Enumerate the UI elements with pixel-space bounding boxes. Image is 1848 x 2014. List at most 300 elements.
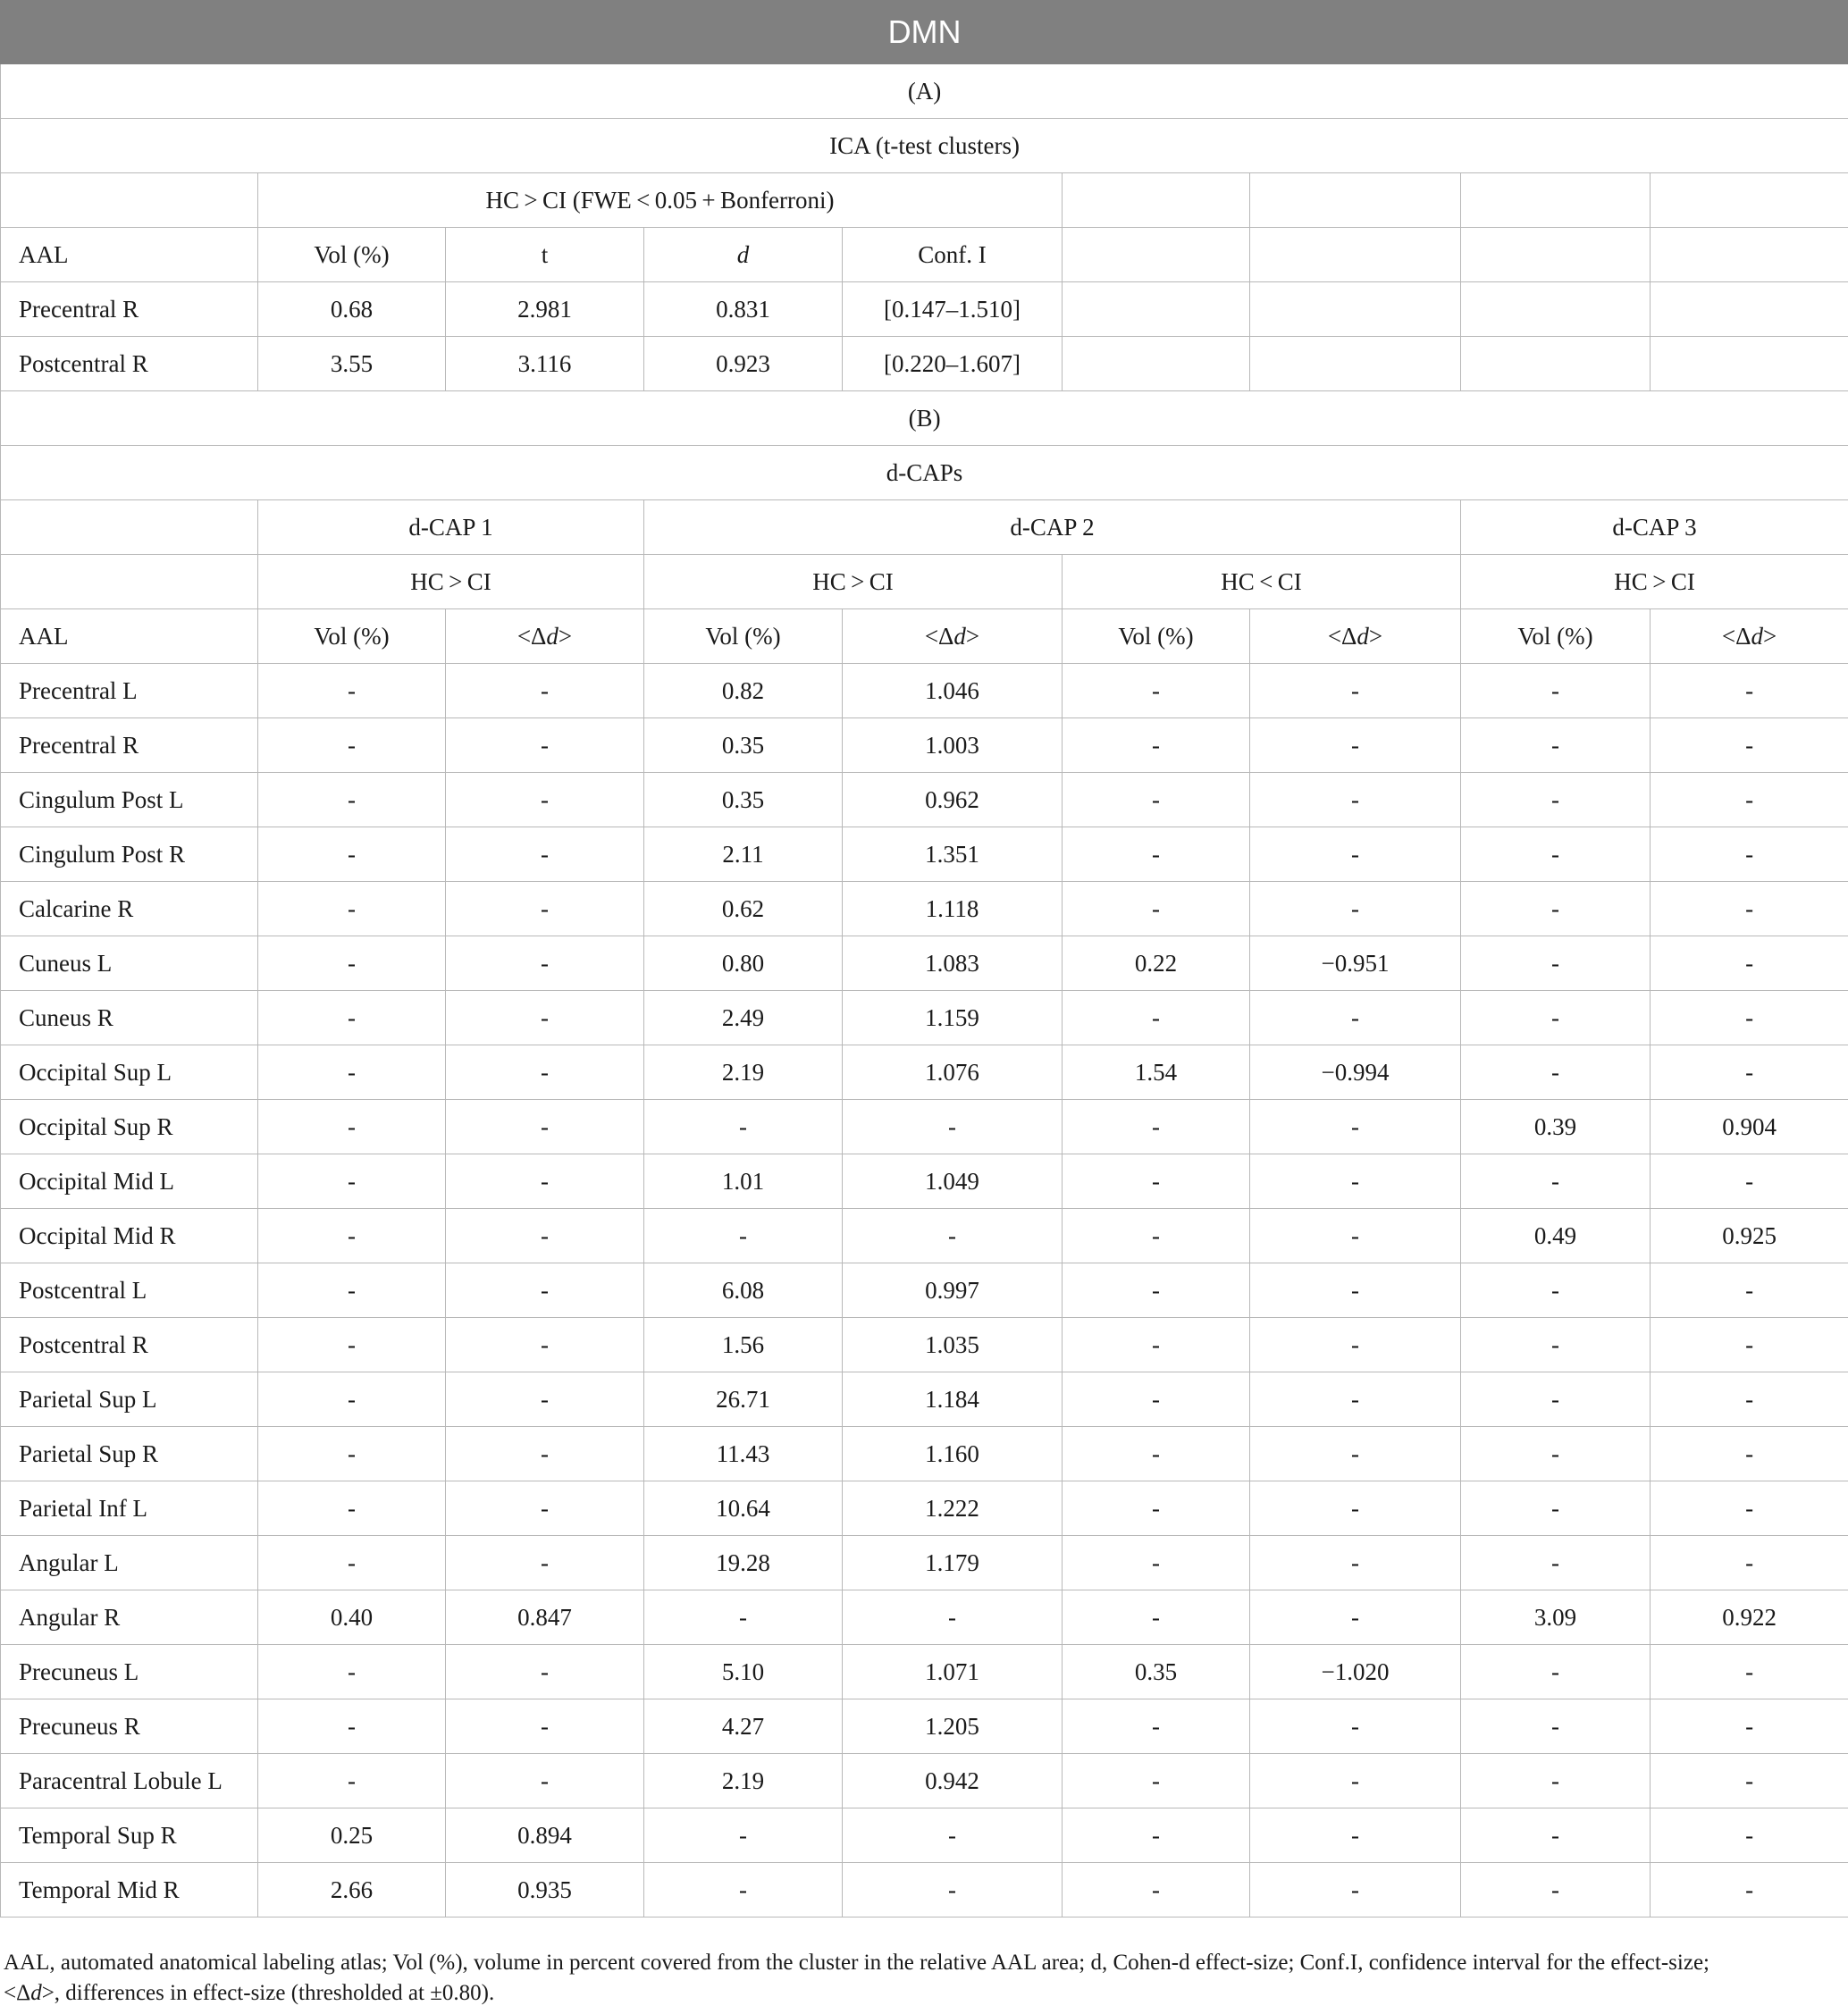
delta-d-value: 1.076: [843, 1045, 1063, 1100]
empty-cell: [1, 555, 258, 609]
header-vol: Vol (%): [1461, 609, 1651, 664]
vol-value: -: [258, 773, 446, 827]
delta-close: >: [965, 622, 980, 650]
vol-value: -: [644, 1808, 843, 1863]
part-b-header-row: [1, 609, 1848, 664]
delta-d-value: -: [446, 1481, 644, 1536]
delta-open: <Δ: [1327, 622, 1357, 650]
table-row: [1, 827, 1848, 882]
part-a-subtitle: ICA (t-test clusters): [1, 119, 1848, 173]
aal-area: Precentral L: [1, 664, 258, 718]
aal-area: Cuneus L: [1, 936, 258, 991]
delta-d-value: -: [446, 1754, 644, 1808]
delta-d-value: 1.083: [843, 936, 1063, 991]
empty-cell: [1651, 337, 1848, 391]
footnote-delta-d: d: [30, 1981, 42, 2005]
header-d: [644, 228, 843, 282]
vol-value: -: [1063, 1318, 1250, 1372]
delta-d-value: 1.351: [843, 827, 1063, 882]
vol-value: -: [1461, 1754, 1651, 1808]
vol-value: -: [1461, 718, 1651, 773]
vol-value: -: [1461, 1427, 1651, 1481]
footnote-line-1: AAL, automated anatomical labeling atlas; Vol (%), volume in percent covered from the cluster in the relative AAL area; d, Cohen-d effect-size; Conf.I, confidence interval for the effect-size;: [4, 1951, 1709, 1975]
delta-d-value: -: [446, 1536, 644, 1590]
delta-d-value: -: [1250, 1590, 1461, 1645]
vol-value: 2.49: [644, 991, 843, 1045]
delta-d-value: -: [1250, 1536, 1461, 1590]
delta-d-value: -: [1250, 1372, 1461, 1427]
part-b-label: (B): [1, 391, 1848, 446]
table-row: [1, 337, 1848, 391]
empty-cell: [1, 500, 258, 555]
delta-d: d: [1751, 622, 1763, 650]
vol-value: -: [258, 664, 446, 718]
delta-d-value: -: [1651, 1154, 1848, 1209]
delta-d-value: 0.894: [446, 1808, 644, 1863]
vol-value: 3.09: [1461, 1590, 1651, 1645]
table-row: [1, 1536, 1848, 1590]
vol-value: -: [1461, 1372, 1651, 1427]
aal-area: Occipital Sup L: [1, 1045, 258, 1100]
delta-d-value: -: [446, 1372, 644, 1427]
table-row: [1, 718, 1848, 773]
part-a-header-row: [1, 228, 1848, 282]
delta-close: >: [558, 622, 573, 650]
vol-value: -: [644, 1590, 843, 1645]
delta-d-value: -: [1651, 1536, 1848, 1590]
vol-value: -: [1461, 1045, 1651, 1100]
vol-value: 11.43: [644, 1427, 843, 1481]
delta-d-value: -: [1250, 1263, 1461, 1318]
vol-value: -: [1461, 1863, 1651, 1917]
empty-cell: [1250, 337, 1461, 391]
part-a-group-row: [1, 173, 1848, 228]
header-conf-i: Conf. I: [843, 228, 1063, 282]
delta-d-value: 0.904: [1651, 1100, 1848, 1154]
delta-d-value: -: [1651, 1808, 1848, 1863]
aal-area: Parietal Sup R: [1, 1427, 258, 1481]
delta-d-value: -: [1250, 1808, 1461, 1863]
vol-value: -: [258, 1645, 446, 1699]
vol-value: -: [1063, 1372, 1250, 1427]
aal-area: Calcarine R: [1, 882, 258, 936]
delta-d-value: 1.046: [843, 664, 1063, 718]
vol-value: -: [258, 1481, 446, 1536]
vol-value: 1.56: [644, 1318, 843, 1372]
ci-value: [0.220–1.607]: [843, 337, 1063, 391]
vol-value: -: [1063, 718, 1250, 773]
table-row: [1, 1863, 1848, 1917]
aal-area: Paracentral Lobule L: [1, 1754, 258, 1808]
vol-value: 0.25: [258, 1808, 446, 1863]
delta-d-value: -: [843, 1100, 1063, 1154]
empty-cell: [1651, 173, 1848, 228]
empty-cell: [1461, 228, 1651, 282]
vol-value: -: [644, 1863, 843, 1917]
part-a-subtitle-row: [1, 119, 1848, 173]
vol-value: -: [1063, 1154, 1250, 1209]
table-row: [1, 1209, 1848, 1263]
aal-area: Occipital Mid R: [1, 1209, 258, 1263]
empty-cell: [1461, 282, 1651, 337]
vol-value: 0.22: [1063, 936, 1250, 991]
vol-value: -: [258, 1699, 446, 1754]
aal-area: Angular R: [1, 1590, 258, 1645]
delta-d-value: -: [843, 1590, 1063, 1645]
vol-value: 0.39: [1461, 1100, 1651, 1154]
vol-value: -: [1063, 1536, 1250, 1590]
aal-area: Occipital Mid L: [1, 1154, 258, 1209]
vol-value: 1.54: [1063, 1045, 1250, 1100]
vol-value: -: [1063, 1209, 1250, 1263]
vol-value: -: [258, 1100, 446, 1154]
table-row: [1, 1754, 1848, 1808]
aal-area: Precentral R: [1, 282, 258, 337]
delta-d-value: -: [1250, 664, 1461, 718]
part-a-group: HC > CI (FWE < 0.05 + Bonferroni): [258, 173, 1063, 228]
delta-d-value: -: [1651, 1481, 1848, 1536]
delta-d: d: [953, 622, 966, 650]
header-vol: Vol (%): [258, 228, 446, 282]
vol-value: 0.49: [1461, 1209, 1651, 1263]
delta-d-value: 1.222: [843, 1481, 1063, 1536]
aal-area: Angular L: [1, 1536, 258, 1590]
vol-value: -: [1063, 991, 1250, 1045]
delta-d-value: -: [1651, 827, 1848, 882]
part-a-label: (A): [1, 64, 1848, 119]
delta-d-value: -: [1651, 773, 1848, 827]
aal-area: Precuneus R: [1, 1699, 258, 1754]
vol-value: -: [258, 1045, 446, 1100]
delta-d-value: 0.935: [446, 1863, 644, 1917]
delta-d-value: -: [1651, 1427, 1848, 1481]
ci-value: [0.147–1.510]: [843, 282, 1063, 337]
vol-value: -: [1461, 1536, 1651, 1590]
delta-d-value: 1.159: [843, 991, 1063, 1045]
vol-value: 2.19: [644, 1045, 843, 1100]
vol-value: -: [1461, 936, 1651, 991]
delta-d-value: -: [1250, 882, 1461, 936]
delta-d-value: 1.184: [843, 1372, 1063, 1427]
table-row: [1, 1427, 1848, 1481]
delta-d-value: -: [843, 1863, 1063, 1917]
vol-value: 0.68: [258, 282, 446, 337]
vol-value: 5.10: [644, 1645, 843, 1699]
vol-value: -: [258, 882, 446, 936]
vol-value: -: [1461, 991, 1651, 1045]
header-delta-d: [1651, 609, 1848, 664]
delta-d-value: −1.020: [1250, 1645, 1461, 1699]
table-row: [1, 1263, 1848, 1318]
delta-d-value: −0.951: [1250, 936, 1461, 991]
delta-close: >: [1368, 622, 1383, 650]
part-b-subtitle-row: [1, 446, 1848, 500]
empty-cell: [1063, 173, 1250, 228]
table-row: [1, 936, 1848, 991]
vol-value: -: [1063, 1808, 1250, 1863]
table-row: [1, 991, 1848, 1045]
empty-cell: [1, 173, 258, 228]
delta-d-value: -: [446, 1154, 644, 1209]
vol-value: -: [1461, 773, 1651, 827]
table-row: [1, 1154, 1848, 1209]
part-b-groups-row: [1, 555, 1848, 609]
vol-value: -: [258, 936, 446, 991]
delta-d-value: -: [1250, 1318, 1461, 1372]
delta-d-value: -: [446, 718, 644, 773]
aal-area: Parietal Sup L: [1, 1372, 258, 1427]
table-row: [1, 1100, 1848, 1154]
delta-d-value: -: [446, 1263, 644, 1318]
part-a-label-row: [1, 64, 1848, 119]
delta-d-value: 1.205: [843, 1699, 1063, 1754]
delta-d-value: 0.962: [843, 773, 1063, 827]
vol-value: -: [1063, 1699, 1250, 1754]
footnote-line-2: >, differences in effect-size (thresholded at ±0.80).: [41, 1981, 495, 2005]
delta-open: <Δ: [1721, 622, 1751, 650]
aal-area: Cingulum Post R: [1, 827, 258, 882]
delta-d: d: [1357, 622, 1369, 650]
vol-value: -: [1063, 1100, 1250, 1154]
d-value: 0.831: [644, 282, 843, 337]
vol-value: -: [1063, 827, 1250, 882]
table-row: [1, 1645, 1848, 1699]
t-value: 2.981: [446, 282, 644, 337]
vol-value: 2.19: [644, 1754, 843, 1808]
empty-cell: [1461, 173, 1651, 228]
delta-d-value: -: [446, 936, 644, 991]
delta-d-value: -: [1250, 1754, 1461, 1808]
vol-value: -: [258, 718, 446, 773]
cap-3-header: d-CAP 3: [1461, 500, 1848, 555]
header-aal: AAL: [1, 228, 258, 282]
header-delta-d: [843, 609, 1063, 664]
delta-d-value: -: [1250, 827, 1461, 882]
table-row: [1, 282, 1848, 337]
aal-area: Occipital Sup R: [1, 1100, 258, 1154]
aal-area: Precuneus L: [1, 1645, 258, 1699]
vol-value: -: [258, 1154, 446, 1209]
vol-value: 0.82: [644, 664, 843, 718]
delta-d-value: -: [1651, 1318, 1848, 1372]
vol-value: -: [1461, 1263, 1651, 1318]
vol-value: 0.35: [644, 773, 843, 827]
vol-value: 0.62: [644, 882, 843, 936]
header-d-text: d: [736, 240, 750, 268]
delta-d-value: 1.118: [843, 882, 1063, 936]
delta-d-value: -: [446, 1427, 644, 1481]
delta-close: >: [1762, 622, 1777, 650]
d-value: 0.923: [644, 337, 843, 391]
delta-d-value: -: [446, 827, 644, 882]
header-vol: Vol (%): [1063, 609, 1250, 664]
delta-d-value: −0.994: [1250, 1045, 1461, 1100]
delta-open: <Δ: [924, 622, 954, 650]
delta-d-value: 1.071: [843, 1645, 1063, 1699]
delta-d-value: -: [1250, 1154, 1461, 1209]
part-b-label-row: [1, 391, 1848, 446]
vol-value: 4.27: [644, 1699, 843, 1754]
header-delta-d: [1250, 609, 1461, 664]
delta-d-value: -: [1651, 1699, 1848, 1754]
aal-area: Temporal Sup R: [1, 1808, 258, 1863]
empty-cell: [1250, 282, 1461, 337]
delta-d-value: -: [1250, 1209, 1461, 1263]
vol-value: 3.55: [258, 337, 446, 391]
vol-value: -: [1063, 1590, 1250, 1645]
delta-d-value: -: [446, 773, 644, 827]
delta-d-value: -: [446, 991, 644, 1045]
vol-value: 19.28: [644, 1536, 843, 1590]
cap-2-group-hc-gt: HC > CI: [644, 555, 1063, 609]
vol-value: 2.66: [258, 1863, 446, 1917]
delta-d-value: 1.035: [843, 1318, 1063, 1372]
delta-d-value: -: [446, 1100, 644, 1154]
aal-area: Postcentral L: [1, 1263, 258, 1318]
delta-d-value: 0.925: [1651, 1209, 1848, 1263]
aal-area: Postcentral R: [1, 1318, 258, 1372]
cap-1-group: HC > CI: [258, 555, 644, 609]
table-row: [1, 773, 1848, 827]
delta-d-value: -: [446, 1209, 644, 1263]
table-row: [1, 1699, 1848, 1754]
table-title: DMN: [1, 1, 1848, 64]
vol-value: -: [258, 1372, 446, 1427]
vol-value: -: [1063, 773, 1250, 827]
header-aal: AAL: [1, 609, 258, 664]
vol-value: -: [258, 1754, 446, 1808]
title-row: [1, 1, 1848, 64]
delta-d-value: -: [446, 1699, 644, 1754]
vol-value: -: [1063, 1481, 1250, 1536]
table-row: [1, 882, 1848, 936]
vol-value: -: [258, 991, 446, 1045]
delta-d-value: -: [1651, 1045, 1848, 1100]
t-value: 3.116: [446, 337, 644, 391]
vol-value: -: [1461, 882, 1651, 936]
table-row: [1, 1318, 1848, 1372]
aal-area: Cingulum Post L: [1, 773, 258, 827]
vol-value: -: [1461, 1154, 1651, 1209]
delta-d-value: -: [1651, 1863, 1848, 1917]
delta-d-value: -: [1651, 991, 1848, 1045]
delta-d-value: -: [1250, 1100, 1461, 1154]
aal-area: Postcentral R: [1, 337, 258, 391]
vol-value: -: [1461, 827, 1651, 882]
delta-d-value: 0.997: [843, 1263, 1063, 1318]
vol-value: -: [644, 1100, 843, 1154]
delta-d-value: -: [843, 1209, 1063, 1263]
vol-value: -: [1461, 664, 1651, 718]
vol-value: -: [258, 1536, 446, 1590]
cap-1-header: d-CAP 1: [258, 500, 644, 555]
delta-d-value: -: [1651, 936, 1848, 991]
delta-d-value: -: [1250, 1481, 1461, 1536]
vol-value: -: [258, 827, 446, 882]
vol-value: -: [1461, 1645, 1651, 1699]
header-vol: Vol (%): [644, 609, 843, 664]
delta-d-value: -: [1651, 664, 1848, 718]
delta-d-value: -: [1250, 718, 1461, 773]
vol-value: -: [1063, 882, 1250, 936]
part-b-subtitle: d-CAPs: [1, 446, 1848, 500]
delta-d-value: -: [1651, 1263, 1848, 1318]
vol-value: 6.08: [644, 1263, 843, 1318]
delta-d-value: -: [1651, 882, 1848, 936]
vol-value: -: [1461, 1699, 1651, 1754]
cap-2-group-hc-lt: HC < CI: [1063, 555, 1461, 609]
vol-value: 0.35: [1063, 1645, 1250, 1699]
table-row: [1, 1808, 1848, 1863]
delta-d-value: -: [1651, 718, 1848, 773]
cap-3-group: HC > CI: [1461, 555, 1848, 609]
empty-cell: [1063, 337, 1250, 391]
vol-value: -: [1461, 1318, 1651, 1372]
empty-cell: [1651, 228, 1848, 282]
delta-d-value: 0.942: [843, 1754, 1063, 1808]
delta-d-value: -: [1651, 1645, 1848, 1699]
vol-value: -: [1063, 1754, 1250, 1808]
vol-value: -: [1063, 1263, 1250, 1318]
vol-value: 0.35: [644, 718, 843, 773]
delta-d-value: -: [1651, 1754, 1848, 1808]
aal-area: Precentral R: [1, 718, 258, 773]
table-row: [1, 664, 1848, 718]
vol-value: -: [1461, 1808, 1651, 1863]
cap-2-header: d-CAP 2: [644, 500, 1461, 555]
delta-d-value: -: [446, 1318, 644, 1372]
delta-d-value: 0.922: [1651, 1590, 1848, 1645]
delta-d-value: -: [843, 1808, 1063, 1863]
delta-d-value: -: [1651, 1372, 1848, 1427]
delta-open: <Δ: [517, 622, 547, 650]
empty-cell: [1063, 228, 1250, 282]
delta-d-value: 0.847: [446, 1590, 644, 1645]
table-row: [1, 1372, 1848, 1427]
delta-d-value: 1.160: [843, 1427, 1063, 1481]
delta-d-value: -: [446, 1045, 644, 1100]
vol-value: 10.64: [644, 1481, 843, 1536]
vol-value: -: [644, 1209, 843, 1263]
vol-value: -: [1461, 1481, 1651, 1536]
vol-value: -: [1063, 1427, 1250, 1481]
aal-area: Temporal Mid R: [1, 1863, 258, 1917]
delta-d-value: -: [1250, 1699, 1461, 1754]
vol-value: 1.01: [644, 1154, 843, 1209]
empty-cell: [1461, 337, 1651, 391]
footnote: [4, 1948, 1844, 2009]
header-delta-d: [446, 609, 644, 664]
part-b-caps-row: [1, 500, 1848, 555]
delta-d-value: -: [1250, 991, 1461, 1045]
vol-value: 0.40: [258, 1590, 446, 1645]
table-row: [1, 1045, 1848, 1100]
delta-d-value: -: [446, 664, 644, 718]
vol-value: -: [258, 1318, 446, 1372]
delta-d-value: -: [446, 1645, 644, 1699]
vol-value: -: [1063, 1863, 1250, 1917]
delta-d-value: -: [1250, 1427, 1461, 1481]
delta-d-value: 1.003: [843, 718, 1063, 773]
vol-value: -: [258, 1427, 446, 1481]
aal-area: Parietal Inf L: [1, 1481, 258, 1536]
vol-value: 26.71: [644, 1372, 843, 1427]
table-row: [1, 1590, 1848, 1645]
header-vol: Vol (%): [258, 609, 446, 664]
delta-d-value: 1.049: [843, 1154, 1063, 1209]
delta-d-value: -: [446, 882, 644, 936]
delta-d: d: [546, 622, 559, 650]
